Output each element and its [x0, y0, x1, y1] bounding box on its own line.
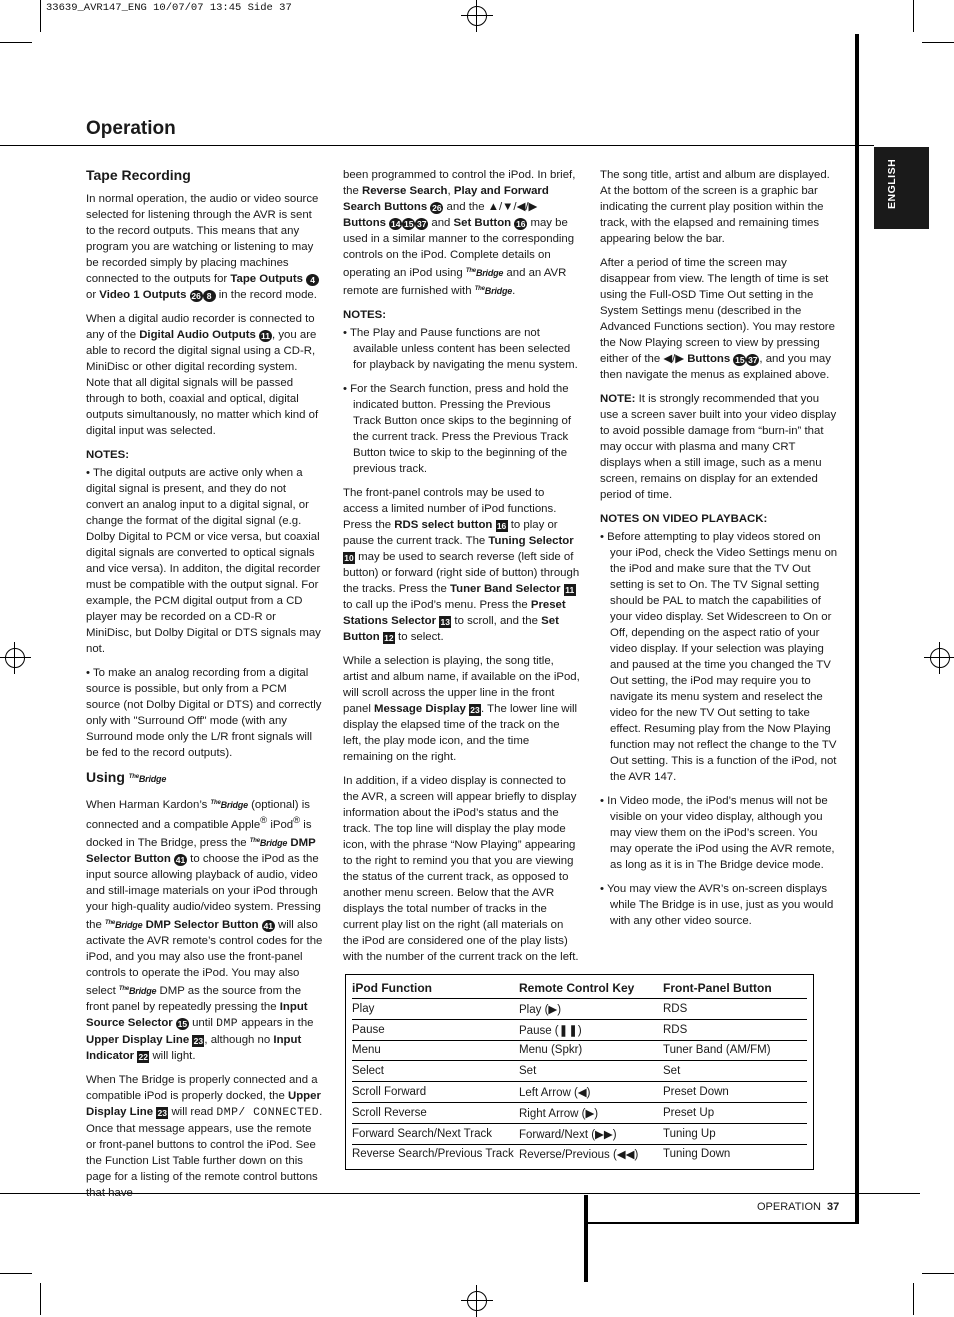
paragraph: Once that message appears, use the remote or front-panel buttons to control the iPod. See the Function List Table further down on this page for a listing of the remote control buttons that have [86, 1122, 318, 1199]
table-header: iPod Function [352, 977, 519, 999]
footer-rule [584, 1222, 859, 1224]
paragraph: After a period of time the screen may disappear from view. The length of time is set using the Full-OSD Time Out setting in the System Settings menu (described in the Advanced Functions section). You may restore the Now Playing screen to view by pressing either of the ◀/▶ Buttons 15 37 , and you may then navigate the menus as explained above. [600, 257, 835, 381]
notes-heading: NOTES ON VIDEO PLAYBACK: [600, 513, 768, 525]
language-tab [874, 147, 929, 229]
registration-mark [467, 6, 487, 26]
table-cell: RDS [663, 999, 807, 1020]
note-item: • You may view the AVR’s on-screen displays while The Bridge is in use, just as you would with any other video source. [600, 883, 834, 927]
table-cell: Set [519, 1061, 663, 1082]
table-cell: Scroll Reverse [352, 1102, 519, 1123]
note-item: • In Video mode, the iPod’s menus will not be visible on your video display, although you may view them on the iPod’s screen. You may operate the iPod using the AVR remote, as long as it is in The Bridge device mode. [600, 795, 835, 871]
table-cell: RDS [663, 1019, 807, 1040]
table-cell: Pause [352, 1019, 519, 1040]
table-cell: Scroll Forward [352, 1082, 519, 1103]
notes-heading: NOTES: [86, 449, 130, 461]
vertical-rule [855, 34, 859, 1224]
note-item: • To make an analog recording from a digital source is possible, but only from a PCM source (not Dolby Digital or DTS) and correctly only with "Surround Off" mode (with any Surround mode only the L/R front signals will be fed to the record outputs). [86, 667, 322, 759]
paragraph: been programmed to control the iPod. In brief, the Reverse Search, Play and Forward Search Buttons 26 and the ▲/▼/◀/▶ Buttons 14 15 37 and Set Button 16 may be used in a similar manner to the corresponding controls on the iPod. Complete details on operating an iPod using $^{The}$Bridge and an AVR remote are furnished with $^{The}$Bridge. [343, 169, 576, 297]
note-item: • The Play and Pause functions are not available unless content has been selected for playback by navigating the menu system. [343, 327, 578, 371]
bridge-logo: $^{The}$Bridge [105, 919, 143, 930]
table-cell: Play [352, 999, 519, 1020]
page-footer [757, 1201, 839, 1213]
table-cell: Preset Down [663, 1082, 807, 1103]
crop-mark [0, 1273, 32, 1274]
paragraph: The song title, artist and album are displayed. At the bottom of the screen is a graphic bar indicating the current play position within the track, with the elapsed and remaining times appearing below the bar. [600, 169, 830, 245]
paragraph: While a selection is playing, the song title, artist and album name, if available on the iPod, will scroll across the upper line in the front panel Message Display 23. The lower line will display the elapsed time of the track on the left, the play mode icon, and the time remaining on the right. [343, 655, 580, 763]
column-1 [86, 167, 324, 1209]
table-header-row [352, 977, 807, 999]
bridge-logo: $^{The}$Bridge [118, 985, 157, 996]
bridge-logo: $^{The}$Bridge [210, 800, 248, 810]
bridge-logo: $^{The}$Bridge [465, 268, 504, 278]
note-item: • Before attempting to play videos stored on your iPod, check the Video Settings menu on the iPod and make sure that the TV Out setting is set to On. The TV Signal setting should be PAL to match the capabilities of your video display. Set Widescreen to On or Off, depending on the aspect ratio of your video display. If your selection was playing and paused at the time you changed the TV Out setting, the iPod may require you to navigate its menu system and reselect the video for the new TV Out setting to take effect. Resuming play from the Now Playing function may not reflect the change to the TV Out setting. This is a function of the iPod, not the AVR 147. [600, 531, 838, 783]
table-cell: Forward/Next (▶▶) [519, 1123, 663, 1144]
table-row [352, 1040, 807, 1061]
footer-label: OPERATION [757, 1201, 821, 1213]
crop-mark [40, 1283, 41, 1315]
note-item: • For the Search function, press and hold the indicated button. Pressing the Previous Track Button once skips to the beginning of the current track. Press the Previous Track Button twice to skip to the beginning of the previous track. [343, 383, 572, 475]
table-cell: Reverse/Previous (◀◀) [519, 1149, 639, 1162]
table-row [352, 1061, 807, 1082]
table-row [352, 1144, 807, 1164]
paragraph: In normal operation, the audio or video source selected for listening through the AVR is sent to the record outputs. This means that any program you are watching or listening to may be recorded simply by placing machines connected to the outputs for Tape Outputs 4 or Video 1 Outputs 26 8 in the record mode. [86, 193, 319, 301]
table-header: Remote Control Key [519, 977, 663, 999]
table-cell: Select [352, 1061, 519, 1082]
ipod-function-table [345, 974, 814, 1170]
table-cell: Tuning Down [663, 1148, 731, 1161]
crop-mark [922, 42, 954, 43]
table-cell: Menu [352, 1040, 519, 1061]
print-slug: 33639_AVR147_ENG 10/07/07 13:45 Side 37 [46, 2, 292, 14]
header-rule [0, 145, 874, 146]
table-cell: Preset Up [663, 1102, 807, 1123]
paragraph: The front-panel controls may be used to access a limited number of iPod functions. Press the RDS select button 16 to play or pause the current track. The Tuning Selector 10 may be used to search reverse (left side of button) or forward (right side of button) through the tracks. Press the Tuner Band Selector 11 to call up the iPod’s menu. Press the Preset Stations Selector 13 to scroll, and the Set Button 12 to select. [343, 487, 580, 643]
registration-mark [930, 648, 950, 668]
language-tab-label: ENGLISH [886, 158, 898, 209]
table-header: Front-Panel Button [663, 977, 807, 999]
paragraph: When Harman Kardon’s $^{The}$Bridge (optional) is connected and a compatible Apple® iPod® is docked in The Bridge, press the $^{The}$Bridge DMP Selector Button 41 to choose the iPod as the input source allowing playback of audio, video and still-image materials on your iPod through your high-quality audio/video system. Pressing the $^{The}$Bridge DMP Selector Button 41 will also activate the AVR remote’s control codes for the iPod, and you may also use the front-panel controls to operate the iPod. You may also select $^{The}$Bridge DMP as the source from the front panel by repeatedly pressing the Input Source Selector 15 until DMP appears in the Upper Display Line 23, although no Input Indicator 22 will light. [86, 799, 323, 1062]
table-row [352, 1102, 807, 1123]
bridge-logo: $^{The}$Bridge [249, 837, 288, 848]
crop-mark [40, 0, 41, 32]
column-2 [343, 167, 581, 973]
table-row [352, 999, 807, 1020]
table-cell: Right Arrow (▶) [519, 1102, 663, 1123]
bridge-logo: $^{The}$Bridge [128, 774, 167, 784]
paragraph: NOTE: It is strongly recommended that you use a screen saver built into your video display to avoid possible damage from “burn-in” that may occur with plasma and many CRT displays when a still image, such as a menu screen, remains on display for an extended period of time. [600, 393, 837, 501]
section-title-tape-recording: Tape Recording [86, 167, 191, 183]
table-cell: Menu (Spkr) [519, 1040, 663, 1061]
table-row [352, 1082, 807, 1103]
note-item: • The digital outputs are active only when a digital signal is present, and they do not convert an analog input to a digital signal, or change the format of the digital signal (e.g. Dolby Digital to PCM or vice versa, but coaxial digital signals are converted to optical signals and vice versa). In additon, the digital recorder must be compatible with the output signal. For example, the PCM digital output from a CD player may be recorded on a CD-R or MiniDisc, but Dolby Digital or DTS signals may not. [86, 467, 321, 655]
paragraph: When The Bridge is properly connected and a compatible iPod is properly docked, the Upper Display Line 23 will read DMP/ CONNECTED. [86, 1073, 323, 1119]
registration-mark [5, 648, 25, 668]
paragraph: In addition, if a video display is connected to the AVR, a screen will appear briefly to display information about the iPod’s status and the track. The top line will display the play mode icon, with the phrase “Now Playing” appearing to the right to remind you that you are viewing the status of the current track, as opposed to another menu screen. Below that the AVR displays the total number of tracks in the current play list on the right (all materials on the iPod are considered one of the play lists) with the number of the current track on the left. [343, 775, 579, 963]
vertical-rule [584, 1195, 588, 1282]
crop-mark [0, 42, 32, 43]
table-row [352, 1123, 807, 1144]
notes-heading: NOTES: [343, 309, 387, 321]
table-cell: Tuning Up [663, 1123, 807, 1144]
table-cell: Forward Search/Next Track [352, 1123, 519, 1144]
page-number: 37 [826, 1201, 840, 1213]
table-cell: Tuner Band (AM/FM) [663, 1040, 807, 1061]
bridge-logo: $^{The}$Bridge [474, 286, 513, 296]
table-cell: Left Arrow (◀) [519, 1082, 663, 1103]
column-3 [600, 167, 838, 937]
page-title: Operation [86, 118, 176, 139]
table-cell: Pause (❚❚) [519, 1019, 663, 1040]
table-cell: Set [663, 1061, 807, 1082]
paragraph: When a digital audio recorder is connected to any of the Digital Audio Outputs 11 , you are able to record the digital signal using a CD-R, MiniDisc or other digital recording system. Note that all digital signals will be passed through to both, coaxial and optical, digital outputs simultanously, no matter which kind of digital input was selected. [86, 313, 319, 437]
crop-mark [913, 1283, 914, 1315]
crop-mark [913, 0, 914, 32]
registration-mark [467, 1291, 487, 1311]
table-cell: Play (▶) [519, 999, 663, 1020]
crop-mark [922, 1273, 954, 1274]
table-row [352, 1019, 807, 1040]
section-title-using-bridge: Using $^{The}$Bridge [86, 769, 167, 785]
table-cell: Reverse Search/Previous Track [352, 1148, 514, 1161]
